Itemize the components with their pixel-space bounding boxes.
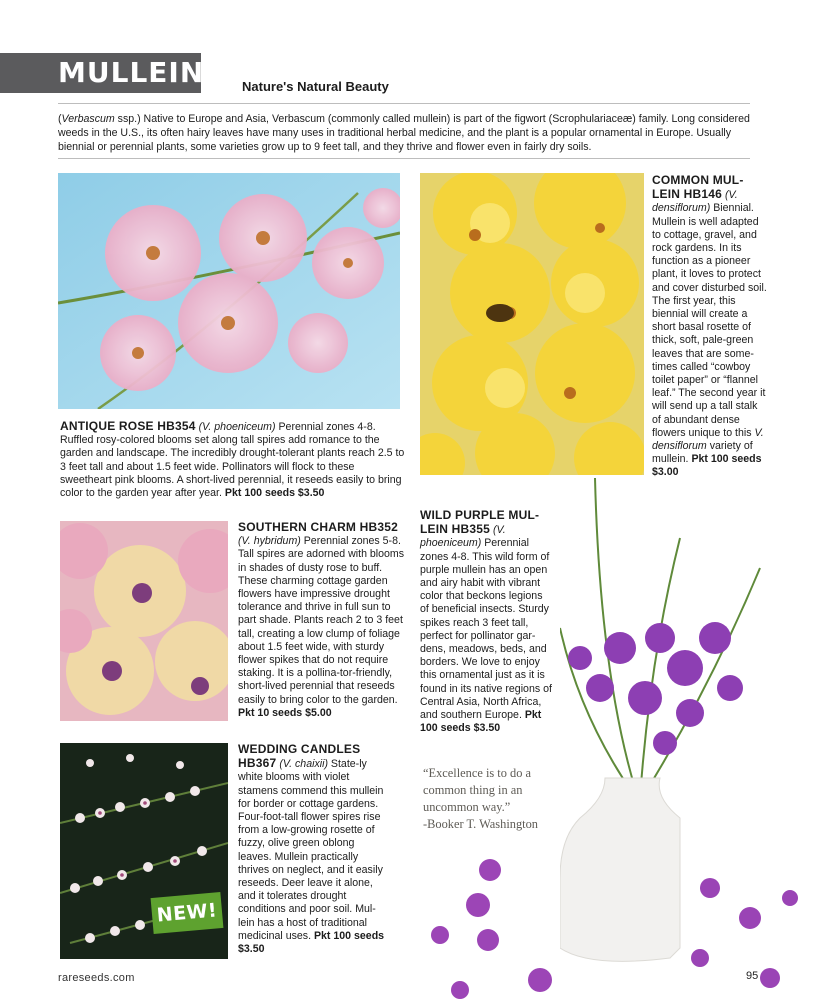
common-mullein-entry <box>652 174 768 480</box>
southern-charm-photo <box>60 521 228 721</box>
common-mullein-desc2: variety of mullein. <box>652 440 753 466</box>
antique-rose-price: Pkt 100 seeds $3.50 <box>224 487 325 500</box>
scattered-petals <box>420 840 560 1008</box>
antique-rose-entry <box>60 420 405 500</box>
wild-purple-desc: Perennial zones 4-8. This wild form of purple mullein has an open and airy habit with vibrant color that beckons legions of beneficial insects. Sturdy spikes reach 3 feet tall, perfect for pollinator gar-dens, meadows, beds, and borders. We love to enjoy this ornamental just as it is found in its native regions of Central Asia, North Africa, and southern Europe. <box>420 537 552 722</box>
title-banner <box>0 53 205 93</box>
quote <box>423 765 573 833</box>
antique-rose-latin: (V. phoeniceum) <box>198 421 276 433</box>
antique-rose-photo <box>58 173 400 409</box>
common-mullein-price: Pkt 100 seeds $3.00 <box>652 453 762 479</box>
wedding-candles-entry <box>238 743 386 956</box>
common-mullein-name: COMMON MUL-LEIN HB146 <box>652 173 744 202</box>
quote-author: -Booker T. Washington <box>423 817 538 831</box>
antique-rose-name: ANTIQUE ROSE HB354 <box>60 419 196 433</box>
new-badge: NEW! <box>151 892 224 934</box>
page-number: 95 <box>746 970 759 982</box>
tagline: Nature's Natural Beauty <box>242 79 389 94</box>
southern-charm-desc: Perennial zones 5-8. Tall spires are adorned with blooms in shades of dusty rose to buff. These charming cottage garden flowers have impressive drought tolerance and thrive in full sun to part shade. Plants reach 2 to 3 feet tall, creating a low clump of foliage about 1.5 feet wide, with sturdy flower spikes that do not require staking. It is a pollina-tor-friendly, short-lived perennial that reseeds easily to bring color to the garden. <box>238 535 405 706</box>
southern-charm-latin: (V. hybridum) <box>238 535 301 548</box>
wedding-candles-price: Pkt 100 seeds $3.50 <box>238 929 385 956</box>
common-mullein-latin: (V. densiflorum) <box>652 189 738 215</box>
wedding-candles-name: WEDDING CANDLES HB367 <box>238 742 361 771</box>
intro-paragraph: (Verbascum ssp.) Native to Europe and Asia, Verbascum (commonly called mullein) is part of the figwort (Scrophulariaceæ) family. Long considered weeds in the U.S., its often hairy leaves have many uses in traditional herbal medicine, and the plant is a popular ornamental in Europe. Usually biennial or perennial plants, some varieties grow up to 9 feet tall, and they thrive and flower even in fairly dry soils. <box>58 113 750 154</box>
wedding-candles-photo <box>60 743 228 959</box>
wild-purple-price: Pkt 100 seeds $3.50 <box>420 709 542 735</box>
southern-charm-entry <box>238 521 408 720</box>
intro-divider <box>58 158 750 159</box>
southern-charm-price: Pkt 10 seeds $5.00 <box>238 706 332 719</box>
antique-rose-desc: Perennial zones 4-8. Ruffled rosy-colored blooms set along tall spires add romance to the garden and landscape. The incredibly drought-tolerant plants reach 2.5 to 3 feet tall and about 1.5 feet wide. Pollinators will flock to these sweetheart pink blooms. A short-lived perennial, it reseeds easily to bring color to the garden year after year. <box>60 421 405 500</box>
common-mullein-desc: Biennial. Mullein is well adapted to cottage, gravel, and rock gardens. In its function as a pioneer plant, it loves to protect and cover disturbed soil. The first year, this biennial will create a short basal rosette of thick, soft, pale-green leaves that are some-times called “cowboy toilet paper” or “flannel leaf.” The second year it will send up a tall stalk of abundant dense flowers unique to this <box>652 202 767 439</box>
quote-text: “Excellence is to do a common thing in an uncommon way.” <box>423 766 532 814</box>
wedding-candles-latin: (V. chaixii) <box>279 758 328 771</box>
wild-purple-latin: (V. phoeniceum) <box>420 524 506 550</box>
intro-latin: Verbascum <box>61 113 115 125</box>
top-divider <box>58 103 750 104</box>
common-mullein-latin2: V. densiflorum <box>652 426 764 453</box>
southern-charm-name: SOUTHERN CHARM HB352 <box>238 520 399 534</box>
footer-site: rareseeds.com <box>58 972 135 984</box>
intro-text: ssp.) Native to Europe and Asia, Verbascum (commonly called mullein) is part of the figwort (Scrophulariaceæ) family. Long considered weeds in the U.S., its often hairy leaves have many uses in traditional herbal medicine, and the plant is a popular ornamental in Europe. Usually biennial or perennial plants, some varieties grow up to 9 feet tall, and they thrive and flower even in fairly dry soils. <box>58 113 750 154</box>
common-mullein-photo <box>420 173 644 475</box>
wild-purple-photo <box>560 478 816 1008</box>
wild-purple-entry <box>420 509 554 735</box>
wedding-candles-desc: State-ly white blooms with violet stamens commend this mullein for border or cottage gardens. Four-foot-tall flower spires rise from a low-growing rosette of fuzzy, olive green oblong leaves. Mullein practically thrives on neglect, and it easily reseeds. Deer leave it alone, and it tolerates drought conditions and poor soil. Mul-lein has a host of traditional medicinal uses. <box>238 758 384 942</box>
page-title: MULLEIN <box>58 56 205 89</box>
wild-purple-name: WILD PURPLE MUL-LEIN HB355 <box>420 508 540 537</box>
